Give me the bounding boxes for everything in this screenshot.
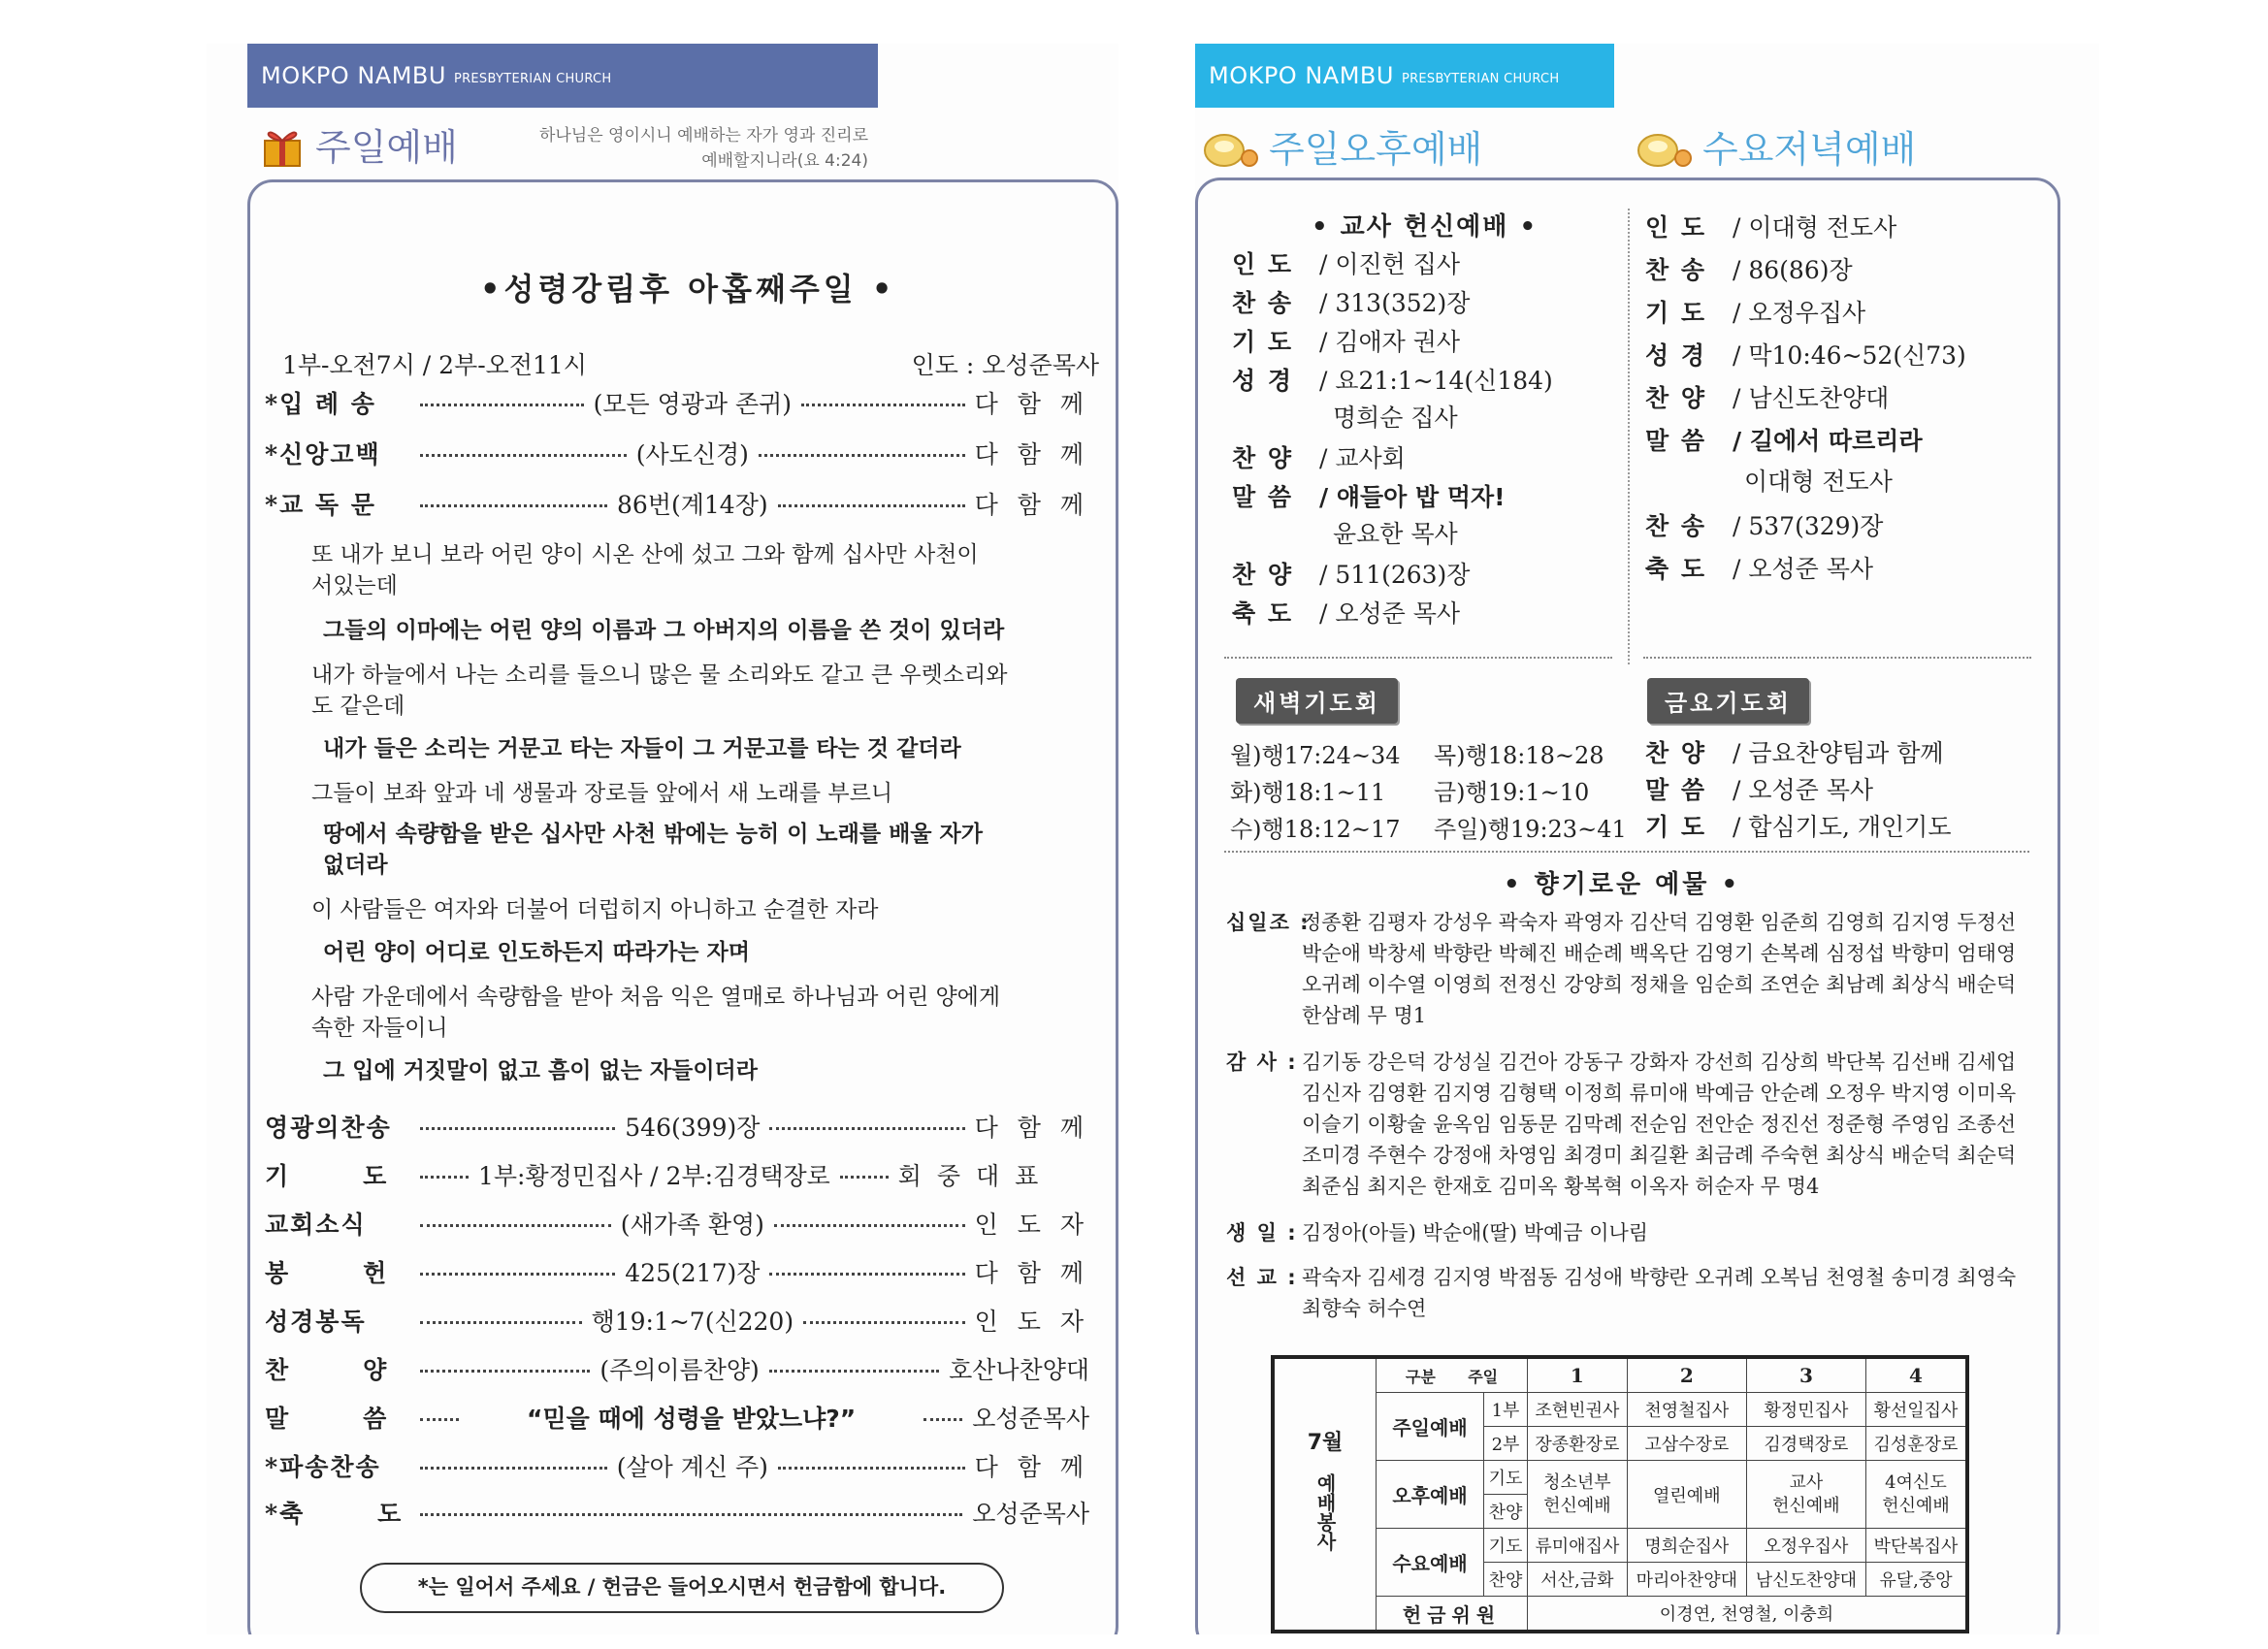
scripture-line-bold: 없더라 — [323, 853, 388, 878]
order-label: 찬 양 — [1232, 444, 1294, 472]
service-label: 수요예배 — [1377, 1529, 1484, 1597]
order-item — [265, 1204, 1089, 1243]
duty-cell: 황정민집사 — [1746, 1393, 1865, 1427]
order-item — [1645, 420, 1923, 459]
order-item — [1232, 437, 1406, 476]
order-label: *축 도 — [265, 1500, 404, 1528]
afternoon-subtitle: • 교사 헌신예배 • — [1312, 212, 1539, 242]
order-item — [1645, 769, 1873, 808]
order-item — [265, 383, 1089, 422]
order-item — [1645, 335, 1966, 373]
offering-label: 감 사 : — [1226, 1051, 1298, 1074]
church-name: MOKPO NAMBU — [261, 62, 446, 89]
order-item — [1232, 360, 1553, 399]
church-band — [247, 44, 878, 108]
order-item — [265, 434, 1089, 472]
duty-cell: 열린예배 — [1627, 1461, 1746, 1529]
scripture-line: 또 내가 보니 보라 어린 양이 시온 산에 섰고 그와 함께 십사만 사천이 — [311, 542, 979, 567]
offering-names: 김신자 김영환 김지영 김형택 이정희 류미애 박예금 안순례 오정우 박지영 이미옥 — [1302, 1082, 2017, 1105]
order-label: 기 도 — [1645, 299, 1707, 327]
order-label: *입 례 송 — [265, 390, 376, 418]
order-value: / 금요찬양팀과 함께 — [1733, 739, 1944, 767]
scripture-line-bold: 어린 양이 어디로 인도하든지 따라가는 자며 — [323, 940, 750, 965]
duty-cell: 유달,중앙 — [1865, 1563, 1967, 1597]
offering-names: 이슬기 이황술 윤옥임 임동문 김막례 전순임 전안순 정진선 정준형 주영임 조종선 — [1302, 1113, 2017, 1136]
order-value: / 김애자 권사 — [1319, 328, 1461, 356]
duty-cell-line: 헌신예배 — [1772, 1495, 1840, 1516]
order-label: 찬 송 — [1232, 289, 1294, 317]
candle-icon — [1636, 121, 1695, 172]
duty-cell: 명희순집사 — [1627, 1529, 1746, 1563]
order-label: 성 경 — [1232, 367, 1294, 395]
order-item — [265, 1301, 1089, 1340]
order-item — [265, 484, 1089, 523]
order-value: / 511(263)장 — [1319, 561, 1471, 589]
offering-label: 생 일 : — [1226, 1221, 1298, 1245]
dot-leader — [801, 404, 965, 406]
order-label: 봉 헌 — [265, 1259, 389, 1287]
order-label: 축 도 — [1645, 555, 1707, 583]
order-item — [1645, 207, 1896, 245]
month-label: 7월 — [1307, 1431, 1344, 1455]
order-content: (살아 계신 주) — [616, 1453, 768, 1481]
scripture-line-bold: 땅에서 속량함을 받은 십사만 사천 밖에는 능히 이 노래를 배울 자가 — [323, 822, 983, 847]
order-value: / 막10:46~52(신73) — [1733, 341, 1966, 370]
dawn-reading: 수)행18:12~17 — [1230, 816, 1401, 843]
duty-cell-line: 4여신도 — [1885, 1471, 1947, 1493]
offering-title: • 향기로운 예물 • — [1504, 870, 1741, 899]
order-value: / 86(86)장 — [1733, 256, 1853, 284]
dot-leader — [420, 1370, 590, 1373]
order-label: 인 도 — [1645, 213, 1707, 242]
order-content: (모든 영광과 존귀) — [593, 390, 793, 418]
order-value: 이대형 전도사 — [1744, 468, 1893, 496]
sub-label: 기도 — [1484, 1461, 1528, 1495]
duty-cell: 조현빈권사 — [1528, 1393, 1628, 1427]
duty-cell-line: 교사 — [1789, 1471, 1824, 1493]
scripture-line: 도 같은데 — [311, 694, 405, 719]
duty-cell: 오정우집사 — [1746, 1529, 1865, 1563]
order-label: 인 도 — [1232, 250, 1294, 278]
dot-leader — [769, 1273, 964, 1276]
scripture-line: 속한 자들이니 — [311, 1016, 448, 1041]
dot-leader — [420, 1127, 615, 1130]
dot-leader — [774, 1224, 965, 1227]
scripture-line-bold: 그들의 이마에는 어린 양의 이름과 그 아버지의 이름을 쓴 것이 있더라 — [323, 618, 1005, 643]
service-leader: 인도 : 오성준목사 — [911, 351, 1099, 379]
right-page — [1195, 44, 2099, 1634]
duty-cell: 고삼수장로 — [1627, 1427, 1746, 1461]
dot-leader — [420, 504, 607, 507]
dot-leader — [769, 1127, 964, 1130]
order-value: 명희순 집사 — [1333, 404, 1458, 432]
order-label: *교 독 문 — [265, 491, 376, 519]
dot-leader — [420, 1224, 611, 1227]
sermon-title: / 길에서 따르리라 — [1733, 427, 1923, 455]
dot-leader — [420, 1273, 615, 1276]
offering-names: 김정아(아들) 박순애(딸) 박예금 이나림 — [1302, 1221, 1649, 1245]
sermon-title: “믿을 때에 성령을 받았느냐?” — [527, 1405, 857, 1433]
order-performer: 다 함 께 — [974, 440, 1089, 469]
offering-group-thanks — [1226, 1047, 2080, 1202]
dot-leader — [769, 1370, 939, 1373]
order-value: / 이진헌 집사 — [1319, 250, 1461, 278]
dawn-reading: 금)행19:1~10 — [1434, 779, 1590, 806]
duty-cell-line: 청소년부 — [1543, 1471, 1611, 1493]
order-item — [1645, 548, 1873, 587]
scripture-line-bold: 내가 들은 소리는 거문고 타는 자들이 그 거문고를 타는 것 같더라 — [323, 736, 961, 761]
order-label: 기 도 — [1645, 813, 1707, 841]
order-label: 성경봉독 — [265, 1308, 367, 1336]
order-label: 기 도 — [1232, 328, 1294, 356]
dot-leader — [420, 1513, 962, 1516]
church-name: MOKPO NAMBU — [1209, 62, 1394, 89]
order-value: / 오성준 목사 — [1733, 776, 1874, 804]
order-label: 말 씀 — [1232, 483, 1294, 511]
dawn-reading: 화)행18:1~11 — [1230, 779, 1386, 806]
order-value: / 오성준 목사 — [1733, 555, 1874, 583]
order-label: *신앙고백 — [265, 440, 381, 469]
order-label: 찬 양 — [1645, 384, 1707, 412]
offering-group-mission — [1226, 1262, 2080, 1324]
order-label: 찬 양 — [1645, 739, 1707, 767]
offering-label: 선 교 : — [1226, 1266, 1298, 1289]
order-content: 86번(계14장) — [617, 491, 768, 519]
order-item — [265, 1107, 1089, 1146]
duty-cell: 남신도찬양대 — [1746, 1563, 1865, 1597]
dawn-reading: 주일)행19:23~41 — [1434, 816, 1627, 843]
order-item — [265, 1252, 1089, 1291]
order-item — [1645, 292, 1865, 331]
afternoon-title — [1203, 119, 1482, 173]
duty-cell: 서산,금화 — [1528, 1563, 1628, 1597]
week-header: 4 — [1865, 1357, 1967, 1393]
dot-leader — [420, 1467, 607, 1470]
order-label: *파송찬송 — [265, 1453, 381, 1481]
offering-names: 정종환 김평자 강성우 곽숙자 곽영자 김산덕 김영환 임준희 김영희 김지영 두정선 — [1302, 911, 2017, 934]
order-label: 찬 송 — [1645, 256, 1707, 284]
duty-cell-line: 헌신예배 — [1543, 1495, 1611, 1516]
order-label: 찬 양 — [1232, 561, 1294, 589]
order-value: / 313(352)장 — [1319, 289, 1471, 317]
duty-cell: 김경택장로 — [1746, 1427, 1865, 1461]
sub-label: 기도 — [1484, 1529, 1528, 1563]
order-item — [1645, 505, 1883, 544]
sub-label: 2부 — [1484, 1427, 1528, 1461]
order-item — [265, 1398, 1089, 1437]
candle-icon — [1203, 121, 1261, 172]
order-performer: 다 함 께 — [974, 390, 1089, 418]
dot-leader — [923, 1418, 962, 1421]
offering-committee-label: 헌금위원 — [1377, 1597, 1528, 1633]
divider-line — [1224, 657, 1612, 659]
top-verse-line: 예배할지니라(요 4:24) — [701, 151, 868, 171]
service-label: 주일예배 — [1377, 1393, 1484, 1461]
order-item — [1232, 282, 1470, 321]
order-value: 윤요한 목사 — [1333, 520, 1458, 548]
scripture-line: 사람 가운데에서 속량함을 받아 처음 익은 열매로 하나님과 어린 양에게 — [311, 985, 1001, 1010]
order-performer: 다 함 께 — [974, 1114, 1090, 1142]
offering-committee-names: 이경연, 천영철, 이충희 — [1528, 1597, 1968, 1633]
wednesday-title — [1636, 119, 1916, 173]
order-content: (주의이름찬양) — [599, 1356, 760, 1384]
order-content: (새가족 환영) — [620, 1211, 764, 1239]
order-item — [265, 1349, 1089, 1388]
dot-leader — [778, 504, 965, 507]
order-item — [1645, 806, 1951, 845]
order-performer: 다 함 께 — [974, 1259, 1090, 1287]
church-band — [1195, 44, 1614, 108]
offering-names: 김기동 강은덕 강성실 김건아 강동구 강화자 강선희 김상희 박단복 김선배 김세업 — [1302, 1051, 2017, 1074]
duty-table — [1271, 1355, 1969, 1633]
friday-prayer-tag: 금요기도회 — [1647, 678, 1809, 724]
dawn-reading: 월)행17:24~34 — [1230, 742, 1401, 769]
order-content: 546(399)장 — [625, 1114, 761, 1142]
dot-leader — [840, 1176, 889, 1179]
sub-label: 찬양 — [1484, 1495, 1528, 1529]
dot-leader — [420, 1418, 459, 1421]
order-content: (사도신경) — [635, 440, 749, 469]
dot-leader — [420, 404, 584, 406]
offering-names: 최향숙 허수연 — [1302, 1297, 1427, 1320]
church-subtitle: PRESBYTERIAN CHURCH — [453, 71, 612, 86]
duty-side-label: 예배봉사 — [1313, 1473, 1337, 1551]
order-item — [1232, 321, 1460, 360]
sermon-title: / 얘들아 밥 먹자! — [1319, 483, 1506, 511]
week-header: 3 — [1746, 1357, 1865, 1393]
duty-cell-line: 헌신예배 — [1882, 1495, 1950, 1516]
duty-cell: 천영철집사 — [1627, 1393, 1746, 1427]
column-divider — [1628, 209, 1630, 664]
week-header: 2 — [1627, 1357, 1746, 1393]
offering-names: 오귀례 이수열 이영희 전정신 강양희 정채을 임순희 조연순 최남례 최상식 배순덕 — [1302, 973, 2017, 996]
order-item — [1232, 243, 1460, 282]
service-label: 오후예배 — [1377, 1461, 1484, 1529]
week-label: 주일 — [1468, 1367, 1499, 1386]
order-item — [265, 1155, 1089, 1194]
standing-notice: *는 일어서 주세요 / 헌금은 들어오시면서 헌금함에 합니다. — [360, 1563, 1004, 1613]
order-performer: 오성준목사 — [972, 1500, 1089, 1528]
top-verse — [422, 123, 868, 174]
order-performer: 인 도 자 — [974, 1308, 1090, 1336]
gift-icon — [257, 119, 308, 170]
duty-cell — [1528, 1461, 1628, 1529]
order-label: 영광의찬송 — [265, 1114, 392, 1142]
dawn-reading: 목)행18:18~28 — [1434, 742, 1604, 769]
top-verse-line: 하나님은 영이시니 예배하는 자가 영과 진리로 — [538, 126, 868, 146]
order-item — [265, 1446, 1089, 1485]
dot-leader — [778, 1467, 965, 1470]
scripture-line-bold: 그 입에 거짓말이 없고 흠이 없는 자들이더라 — [323, 1058, 758, 1083]
order-performer: 회 중 대 표 — [897, 1162, 1043, 1190]
order-label: 말 씀 — [1645, 776, 1707, 804]
duty-cell: 장종환장로 — [1528, 1427, 1628, 1461]
order-label: 축 도 — [1232, 599, 1294, 628]
order-value: / 이대형 전도사 — [1733, 213, 1897, 242]
duty-cell: 마리아찬양대 — [1627, 1563, 1746, 1597]
left-page — [207, 44, 1118, 1634]
corner-label: 구분 — [1405, 1367, 1436, 1386]
order-label: 말 씀 — [265, 1405, 389, 1433]
scripture-line: 내가 하늘에서 나는 소리를 들으니 많은 물 소리와도 같고 큰 우렛소리와 — [311, 663, 1008, 688]
order-value: / 합심기도, 개인기도 — [1733, 813, 1952, 841]
order-value: / 요21:1~14(신184) — [1319, 367, 1553, 395]
offering-group-tithe — [1226, 907, 2080, 1031]
offering-group-birthday — [1226, 1217, 2080, 1248]
order-label: 기 도 — [265, 1162, 389, 1190]
duty-cell: 황선일집사 — [1865, 1393, 1967, 1427]
dawn-prayer-tag: 새벽기도회 — [1236, 678, 1398, 724]
duty-header-corner — [1377, 1357, 1528, 1393]
order-content: 425(217)장 — [625, 1259, 761, 1287]
duty-month — [1273, 1357, 1377, 1632]
order-value: / 오정우집사 — [1733, 299, 1866, 327]
order-performer: 다 함 께 — [974, 491, 1090, 519]
section-title-text: 주일예배 — [315, 126, 458, 169]
order-performer: 다 함 께 — [974, 1453, 1090, 1481]
scripture-line: 이 사람들은 여자와 더불어 더럽히지 아니하고 순결한 자라 — [311, 897, 879, 922]
order-content: 행19:1~7(신220) — [591, 1308, 794, 1336]
sub-label: 찬양 — [1484, 1563, 1528, 1597]
dot-leader — [420, 454, 627, 457]
order-performer: 인 도 자 — [974, 1211, 1090, 1239]
week-header: 1 — [1528, 1357, 1628, 1393]
duty-cell — [1865, 1461, 1967, 1529]
scripture-line: 그들이 보좌 앞과 네 생물과 장로들 앞에서 새 노래를 부르니 — [311, 781, 893, 806]
order-item — [1645, 732, 1944, 771]
order-item — [265, 1493, 1089, 1532]
dot-leader — [420, 1321, 582, 1324]
offering-names: 한삼례 무 명1 — [1302, 1004, 1427, 1027]
order-item — [1232, 476, 1506, 515]
duty-cell: 김성훈장로 — [1865, 1427, 1967, 1461]
order-value: / 교사회 — [1319, 444, 1406, 472]
service-times: 1부-오전7시 / 2부-오전11시 — [282, 351, 587, 379]
dot-leader — [420, 1176, 469, 1179]
order-label: 말 씀 — [1645, 427, 1707, 455]
duty-cell: 박단복집사 — [1865, 1529, 1967, 1563]
order-item — [1645, 249, 1853, 288]
order-label: 찬 송 — [1645, 512, 1707, 540]
dot-leader — [803, 1321, 965, 1324]
offering-names: 최준심 최지은 한재호 김미옥 황복혁 이옥자 허순자 무 명4 — [1302, 1175, 1820, 1198]
afternoon-title-text: 주일오후예배 — [1269, 128, 1483, 171]
order-value: / 537(329)장 — [1733, 512, 1884, 540]
order-label: 찬 양 — [265, 1356, 389, 1384]
offering-names: 박순애 박창세 박향란 박혜진 배순례 백옥단 김영기 손복례 심정섭 박향미 엄태영 — [1302, 942, 2017, 965]
worship-title: •성령강림후 아홉째주일 • — [480, 271, 896, 307]
order-item — [1232, 593, 1460, 631]
divider-line — [1643, 657, 2031, 659]
order-item — [1232, 554, 1470, 593]
church-subtitle: PRESBYTERIAN CHURCH — [1401, 71, 1560, 86]
order-content: 1부:황정민집사 / 2부:김경택장로 — [478, 1162, 830, 1190]
duty-cell — [1746, 1461, 1865, 1529]
offering-names: 곽숙자 김세경 김지영 박점동 김성애 박향란 오귀례 오복님 천영철 송미경 최영숙 — [1302, 1266, 2017, 1289]
order-value: / 오성준 목사 — [1319, 599, 1461, 628]
offering-names: 조미경 주현수 강정애 차영임 최경미 최길환 최금례 주숙현 최상식 배순덕 최순덕 — [1302, 1144, 2017, 1167]
order-performer: 오성준목사 — [972, 1405, 1089, 1433]
scripture-line: 서있는데 — [311, 573, 398, 598]
order-label: 성 경 — [1645, 341, 1707, 370]
sub-label: 1부 — [1484, 1393, 1528, 1427]
duty-cell: 류미애집사 — [1528, 1529, 1628, 1563]
divider-line — [1224, 851, 2029, 853]
order-value: / 남신도찬양대 — [1733, 384, 1890, 412]
wednesday-title-text: 수요저녁예배 — [1702, 128, 1917, 171]
dot-leader — [759, 454, 965, 457]
order-performer: 호산나찬양대 — [949, 1356, 1090, 1384]
offering-label: 십일조 : — [1226, 911, 1311, 934]
order-item — [1645, 377, 1889, 416]
order-label: 교회소식 — [265, 1211, 367, 1239]
